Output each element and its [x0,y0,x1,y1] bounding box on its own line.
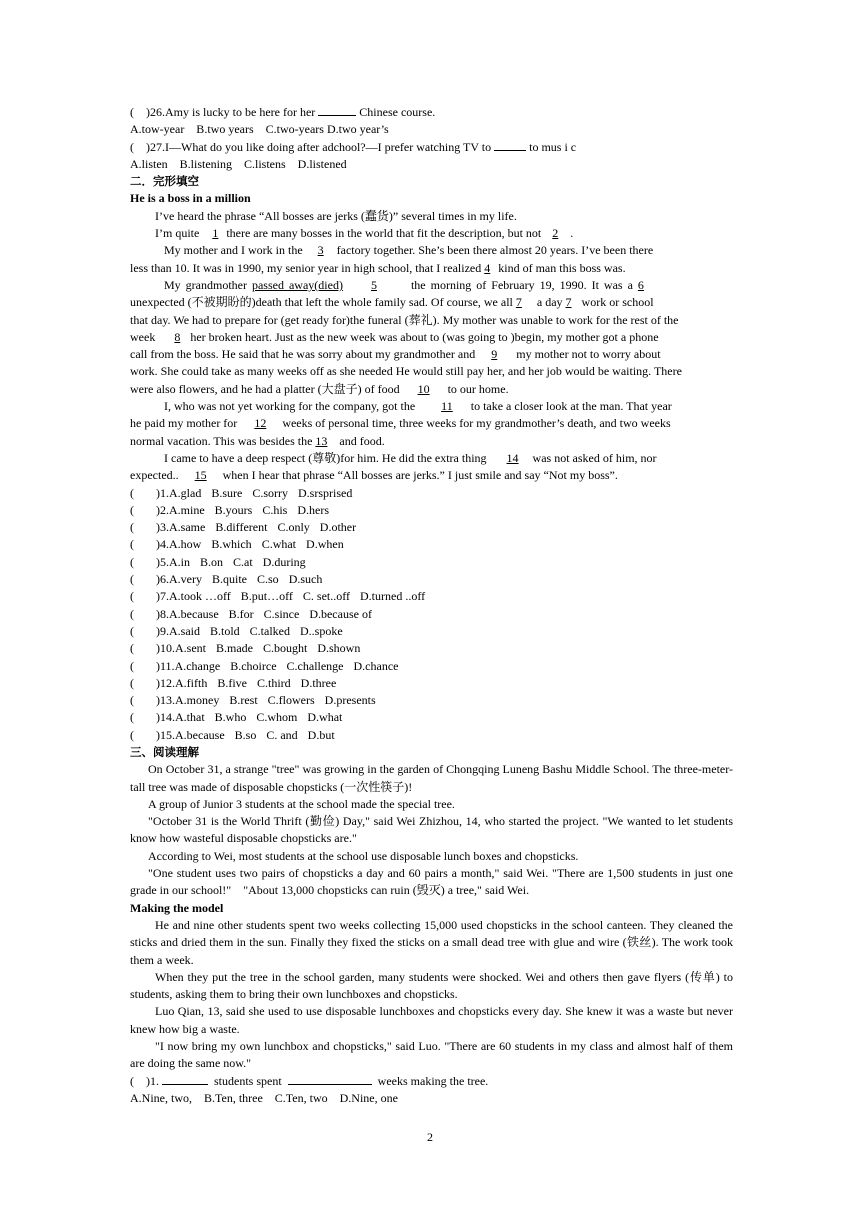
option-d: D.chance [353,658,399,673]
question-number: )5. [156,554,169,569]
option-b: B.who [214,710,247,725]
cloze-question: ( )14.A.that B.who C.whom D.what [130,709,733,726]
option-b: B.yours [214,502,253,517]
cloze-paragraph-line: work. She could take as many weeks off as she needed He would still pay her, and her job would be waiting. There [130,364,682,379]
option-c: C.at [233,554,253,569]
option-b: B.quite [212,572,247,587]
option-c: C.only [277,520,310,535]
cloze-question-list [130,485,733,744]
section-title-cloze: 二．完形填空 [130,174,199,189]
option-a: A.sent [175,641,206,656]
cloze-paragraph-line: expected.. 15 when I hear that phrase “All bosses are jerks.” I just smile and say “Not my boss”. [130,468,618,483]
option-d: D.srsprised [298,485,353,500]
reading-subhead: Making the model [130,900,224,915]
option-b: B.different [215,520,268,535]
cloze-blank-8: 8 [174,329,181,344]
cloze-blank-2: 2 [552,226,559,241]
cloze-paragraph-line: normal vacation. This was besides the 13 and food. [130,433,385,448]
question-27 [130,139,733,156]
question-number: )12. [156,675,175,690]
option-a: A.how [169,537,202,552]
passage-title: He is a boss in a million [130,191,251,206]
option-c: C.challenge [286,658,344,673]
option-c: C.what [261,537,297,552]
answer-blank [288,1073,372,1085]
option-b: B.on [200,554,224,569]
option-d: D.during [262,554,306,569]
answer-blank [494,139,526,151]
question-number: )10. [156,641,175,656]
worksheet-page [130,104,736,1107]
cloze-blank-13: 13 [315,433,328,448]
question-27-stem-end: to mus i c [529,139,577,154]
cloze-question: ( )13.A.money B.rest C.flowers D.presents [130,692,733,709]
cloze-paragraph: I, who was not yet working for the company, got the 11 to take a closer look at the man. That year [164,399,672,414]
option-d: D..spoke [300,623,343,638]
cloze-question: ( )12.A.fifth B.five C.third D.three [130,675,733,692]
cloze-blank-3: 3 [317,243,324,258]
reading-paragraph: He and nine other students spent two weeks collecting 15,000 used chopsticks in the school canteen. They cleaned the sticks and dried them in the sun. Finally they fixed the sticks on a small dead tree with glue and wire (铁丝). The work took them a week. [130,917,733,967]
reading-paragraph: When they put the tree in the school garden, many students were shocked. Wei and others then gave flyers (传单) to students, asking them to bring their own lunchboxes and chopsticks. [130,969,733,1002]
option-d: D.presents [324,693,376,708]
cloze-question: ( )8.A.because B.for C.since D.because of [130,606,733,623]
option-b: B.sure [211,485,243,500]
cloze-paragraph-line: week 8 her broken heart. Just as the new week was about to (was going to )begin, my mother got a phone [130,329,659,344]
option-d: D.but [307,727,335,742]
cloze-paragraph: I came to have a deep respect (尊敬)for him. He did the extra thing 14 was not asked of him, nor [164,450,657,465]
question-number: )14. [156,710,175,725]
cloze-question: ( )4.A.how B.which C.what D.when [130,536,733,553]
option-a: A.glad [169,485,202,500]
cloze-question: ( )6.A.very B.quite C.so D.such [130,571,733,588]
option-b: B.rest [229,693,258,708]
option-a: A.very [169,572,202,587]
cloze-blank-5: 5 [370,277,377,292]
reading-paragraph: On October 31, a strange "tree" was growing in the garden of Chongqing Luneng Bashu Middle School. The three-meter-tall tree was made of disposable chopsticks (一次性筷子)! [130,762,733,794]
cloze-question: ( )1.A.glad B.sure C.sorry D.srsprised [130,485,733,502]
reading-paragraph: According to Wei, most students at the school use disposable lunch boxes and chopsticks. [148,848,579,863]
question-number: )4. [156,537,169,552]
option-c: C.flowers [267,693,315,708]
question-26-stem-end: Chinese course. [359,105,436,119]
section-title-reading: 三、阅读理解 [130,744,199,759]
cloze-question: ( )5.A.in B.on C.at D.during [130,554,733,571]
option-c: C.talked [249,623,290,638]
cloze-blank-11: 11 [441,399,453,414]
option-c: C. and [266,727,298,742]
option-d: D.hers [297,502,330,517]
option-b: B.told [210,623,240,638]
answer-blank [162,1073,208,1085]
answer-paren: ( [130,139,134,154]
question-number: )8. [156,606,169,621]
option-a: A.took …off [169,589,231,604]
cloze-paragraph-line: less than 10. It was in 1990, my senior year in high school, that I realized 4 kind of man this boss was. [130,260,626,275]
option-d: D.such [288,572,323,587]
cloze-blank-15: 15 [194,468,207,483]
cloze-paragraph-line: he paid my mother for 12 weeks of personal time, three weeks for my grandmother’s death, and two weeks [130,416,671,431]
cloze-blank-4: 4 [484,260,491,275]
cloze-paragraph-line: unexpected (不被期盼的)death that left the whole family sad. Of course, we all 7 a day 7 work or school [130,295,654,310]
question-number: )3. [156,520,169,535]
option-c: C.since [263,606,300,621]
option-d: D.when [306,537,344,552]
cloze-question: ( )10.A.sent B.made C.bought D.shown [130,640,733,657]
cloze-paragraph-line: call from the boss. He said that he was sorry about my grandmother and 9 my mother not to worry about [130,347,661,362]
option-a: A.in [169,554,190,569]
option-c: C.whom [256,710,298,725]
option-d: D.because of [309,606,372,621]
cloze-blank-12: 12 [254,416,267,431]
cloze-question: ( )3.A.same B.different C.only D.other [130,519,733,536]
option-b: B.so [234,727,257,742]
answer-blank [318,104,356,116]
question-number: )1. [156,485,169,500]
cloze-question: ( )11.A.change B.choirce C.challenge D.chance [130,658,733,675]
option-a: A.because [175,727,225,742]
option-a: A.mine [169,502,205,517]
question-number: )7. [156,589,169,604]
reading-paragraph: Luo Qian, 13, said she used to use disposable lunchboxes and chopsticks every day. She knew it was a waste but never knew how big a waste. [130,1004,733,1036]
option-d: D.turned ..off [360,589,426,604]
page-number: 2 [427,1130,433,1144]
question-number: )2. [156,502,169,517]
question-26 [130,104,733,121]
option-a: A.change [174,658,221,673]
option-b: B.which [211,537,252,552]
reading-question-1: ( )1. students spent weeks making the tree. [130,1073,489,1088]
option-b: B.choirce [230,658,277,673]
cloze-blank-1: 1 [212,226,219,241]
option-a: A.because [169,606,219,621]
option-b: B.made [216,641,253,656]
question-number: )9. [156,623,169,638]
question-number: )6. [156,572,169,587]
question-number: )15. [156,727,175,742]
cloze-question: ( )7.A.took …off B.put…off C. set..off D.turned ..off [130,588,733,605]
cloze-question: ( )15.A.because B.so C. and D.but [130,727,733,744]
cloze-blank-7: 7 [515,295,522,310]
reading-paragraph: A group of Junior 3 students at the school made the special tree. [148,796,455,811]
question-26-options: A.tow-year B.two years C.two-years D.two year’s [130,122,389,137]
cloze-question: ( )2.A.mine B.yours C.his D.hers [130,502,733,519]
option-c: C. set..off [302,589,351,604]
cloze-paragraph: I’ve heard the phrase “All bosses are jerks (蠢货)” several times in my life. [155,208,517,223]
option-a: A.said [169,623,200,638]
question-27-stem: )27.I—What do you like doing after adchool?—I prefer watching TV to [146,139,492,154]
cloze-blank-7: 7 [565,295,572,310]
option-a: A.fifth [175,675,208,690]
option-c: C.third [257,675,291,690]
option-a: A.same [169,520,206,535]
option-b: B.five [217,675,247,690]
option-c: C.so [257,572,279,587]
question-number: )13. [156,693,175,708]
cloze-blank-10: 10 [417,381,430,396]
cloze-paragraph: My mother and I work in the 3 factory together. She’s been there almost 20 years. I’ve been there [164,243,654,258]
option-a: A.that [175,710,205,725]
option-d: D.other [319,520,357,535]
cloze-paragraph: My grandmother passed away(died) 5 the morning of February 19, 1990. It was a 6 [164,277,644,292]
question-number: )11. [156,658,175,673]
cloze-blank-14: 14 [506,450,519,465]
reading-paragraph: "October 31 is the World Thrift (勤俭) Day," said Wei Zhizhou, 14, who started the project. "We wanted to let students know how wasteful disposable chopsticks are." [130,814,733,846]
cloze-paragraph-line: that day. We had to prepare for (get ready for)the funeral (葬礼). My mother was unable to work for the rest of the [130,312,679,327]
reading-paragraph: "One student uses two pairs of chopsticks a day and 60 pairs a month," said Wei. "There are 1,500 students in just one grade in our school!" "About 13,000 chopsticks can ruin (毁灭) a tree," said Wei. [130,866,736,898]
cloze-paragraph: I’m quite 1 there are many bosses in the world that fit the description, but not 2 . [155,226,574,241]
cloze-question: ( )9.A.said B.told C.talked D..spoke [130,623,733,640]
option-d: D.shown [317,641,361,656]
option-c: C.bought [263,641,308,656]
option-b: B.put…off [240,589,293,604]
cloze-paragraph-line: were also flowers, and he had a platter (大盘子) of food 10 to our home. [130,381,509,396]
option-c: C.sorry [252,485,288,500]
reading-paragraph: "I now bring my own lunchbox and chopsticks," said Luo. "There are 60 students in my class and almost half of them are doing the same now." [130,1039,733,1071]
option-b: B.for [228,606,254,621]
question-26-stem: )26.Amy is lucky to be here for her [146,105,316,119]
cloze-blank-9: 9 [491,347,498,362]
option-d: D.what [307,710,343,725]
option-c: C.his [262,502,288,517]
option-d: D.three [300,675,337,690]
cloze-blank-6: 6 [637,277,644,292]
option-a: A.money [175,693,220,708]
reading-question-1-options: A.Nine, two, B.Ten, three C.Ten, two D.Nine, one [130,1090,398,1105]
question-27-options: A.listen B.listening C.listens D.listened [130,156,347,171]
answer-paren: ( [130,105,134,119]
